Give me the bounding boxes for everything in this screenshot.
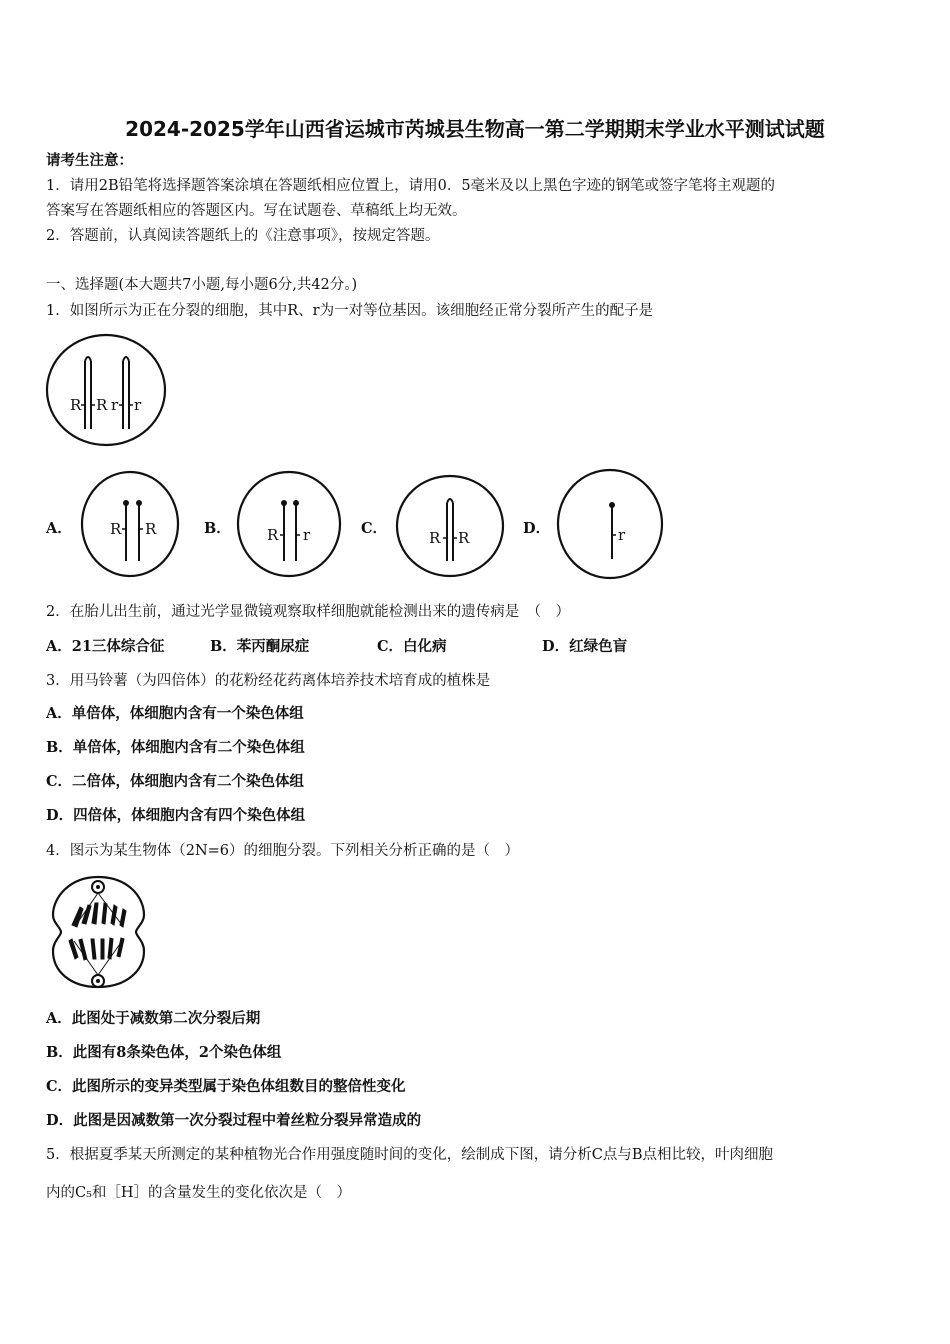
page-title: 2024-2025学年山西省运城市芮城县生物高一第二学期期末学业水平测试试题	[125, 117, 825, 141]
q4-option-b: B．此图有8条染色体，2个染色体组	[46, 1044, 282, 1061]
q5-stem: 内的C₅和［H］的含量发生的变化依次是（ ）	[46, 1185, 352, 1201]
q4-option-d: D．此图是因减数第一次分裂过程中着丝粒分裂异常造成的	[46, 1112, 422, 1129]
q2-option-d: D．红绿色盲	[542, 638, 628, 655]
gene-label: R	[96, 396, 108, 414]
q2-option-b: B．苯丙酮尿症	[210, 638, 310, 655]
notice-heading: 请考生注意：	[46, 152, 133, 169]
gene-label: R	[267, 526, 279, 544]
q2-option-a: A．21三体综合征	[46, 638, 165, 655]
q1-option-d-figure	[556, 467, 666, 582]
q2-stem: 2．在胎儿出生前，通过光学显微镜观察取样细胞就能检测出来的遗传病是 （ ）	[46, 604, 570, 620]
q4-cell-figure	[50, 873, 150, 991]
q3-option-a: A．单倍体，体细胞内含有一个染色体组	[46, 705, 304, 722]
q4-stem: 4．图示为某生物体（2N=6）的细胞分裂。下列相关分析正确的是（ ）	[46, 843, 520, 859]
notice-line: 答案写在答题纸相应的答题区内。写在试题卷、草稿纸上均无效。	[46, 203, 467, 219]
q1-option-a-figure	[80, 469, 180, 579]
gene-label: r	[134, 396, 142, 414]
q1-option-a-letter: A．	[46, 520, 72, 537]
q3-option-b: B．单倍体，体细胞内含有二个染色体组	[46, 739, 305, 756]
q1-option-b-letter: B．	[204, 520, 231, 537]
q3-stem: 3．用马铃薯（为四倍体）的花粉经花药离体培养技术培育成的植株是	[46, 673, 491, 689]
gene-label: r	[303, 526, 311, 544]
q5-stem: 5．根据夏季某天所测定的某种植物光合作用强度随时间的变化，绘制成下图，请分析C点与B点相比较，叶肉细胞	[46, 1147, 773, 1163]
gene-label: r	[618, 526, 626, 544]
gene-label: R	[458, 529, 470, 547]
gene-label: R	[70, 396, 82, 414]
notice-line: 1．请用2B铅笔将选择题答案涂填在答题纸相应位置上，请用0．5毫米及以上黑色字迹的钢笔或签字笔将主观题的	[46, 178, 776, 194]
gene-label: R	[429, 529, 441, 547]
q4-option-c: C．此图所示的变异类型属于染色体组数目的整倍性变化	[46, 1078, 406, 1095]
q3-option-c: C．二倍体，体细胞内含有二个染色体组	[46, 773, 305, 790]
q1-option-c-figure	[395, 469, 505, 579]
notice-line: 2．答题前，认真阅读答题纸上的《注意事项》，按规定答题。	[46, 228, 440, 244]
q1-stem: 1．如图所示为正在分裂的细胞，其中R、r为一对等位基因。该细胞经正常分裂所产生的配子是	[46, 303, 654, 319]
q1-cell-figure	[44, 333, 174, 451]
gene-label: r	[111, 396, 119, 414]
q1-option-b-figure	[236, 469, 346, 579]
gene-label: R	[145, 520, 157, 538]
q3-option-d: D．四倍体，体细胞内含有四个染色体组	[46, 807, 306, 824]
gene-label: R	[110, 520, 122, 538]
q2-option-c: C．白化病	[377, 638, 447, 655]
q1-option-c-letter: C．	[361, 520, 388, 537]
q4-option-a: A．此图处于减数第二次分裂后期	[46, 1010, 261, 1027]
q1-option-d-letter: D．	[523, 520, 551, 537]
section-heading: 一、选择题(本大题共7小题,每小题6分,共42分。)	[46, 277, 358, 293]
